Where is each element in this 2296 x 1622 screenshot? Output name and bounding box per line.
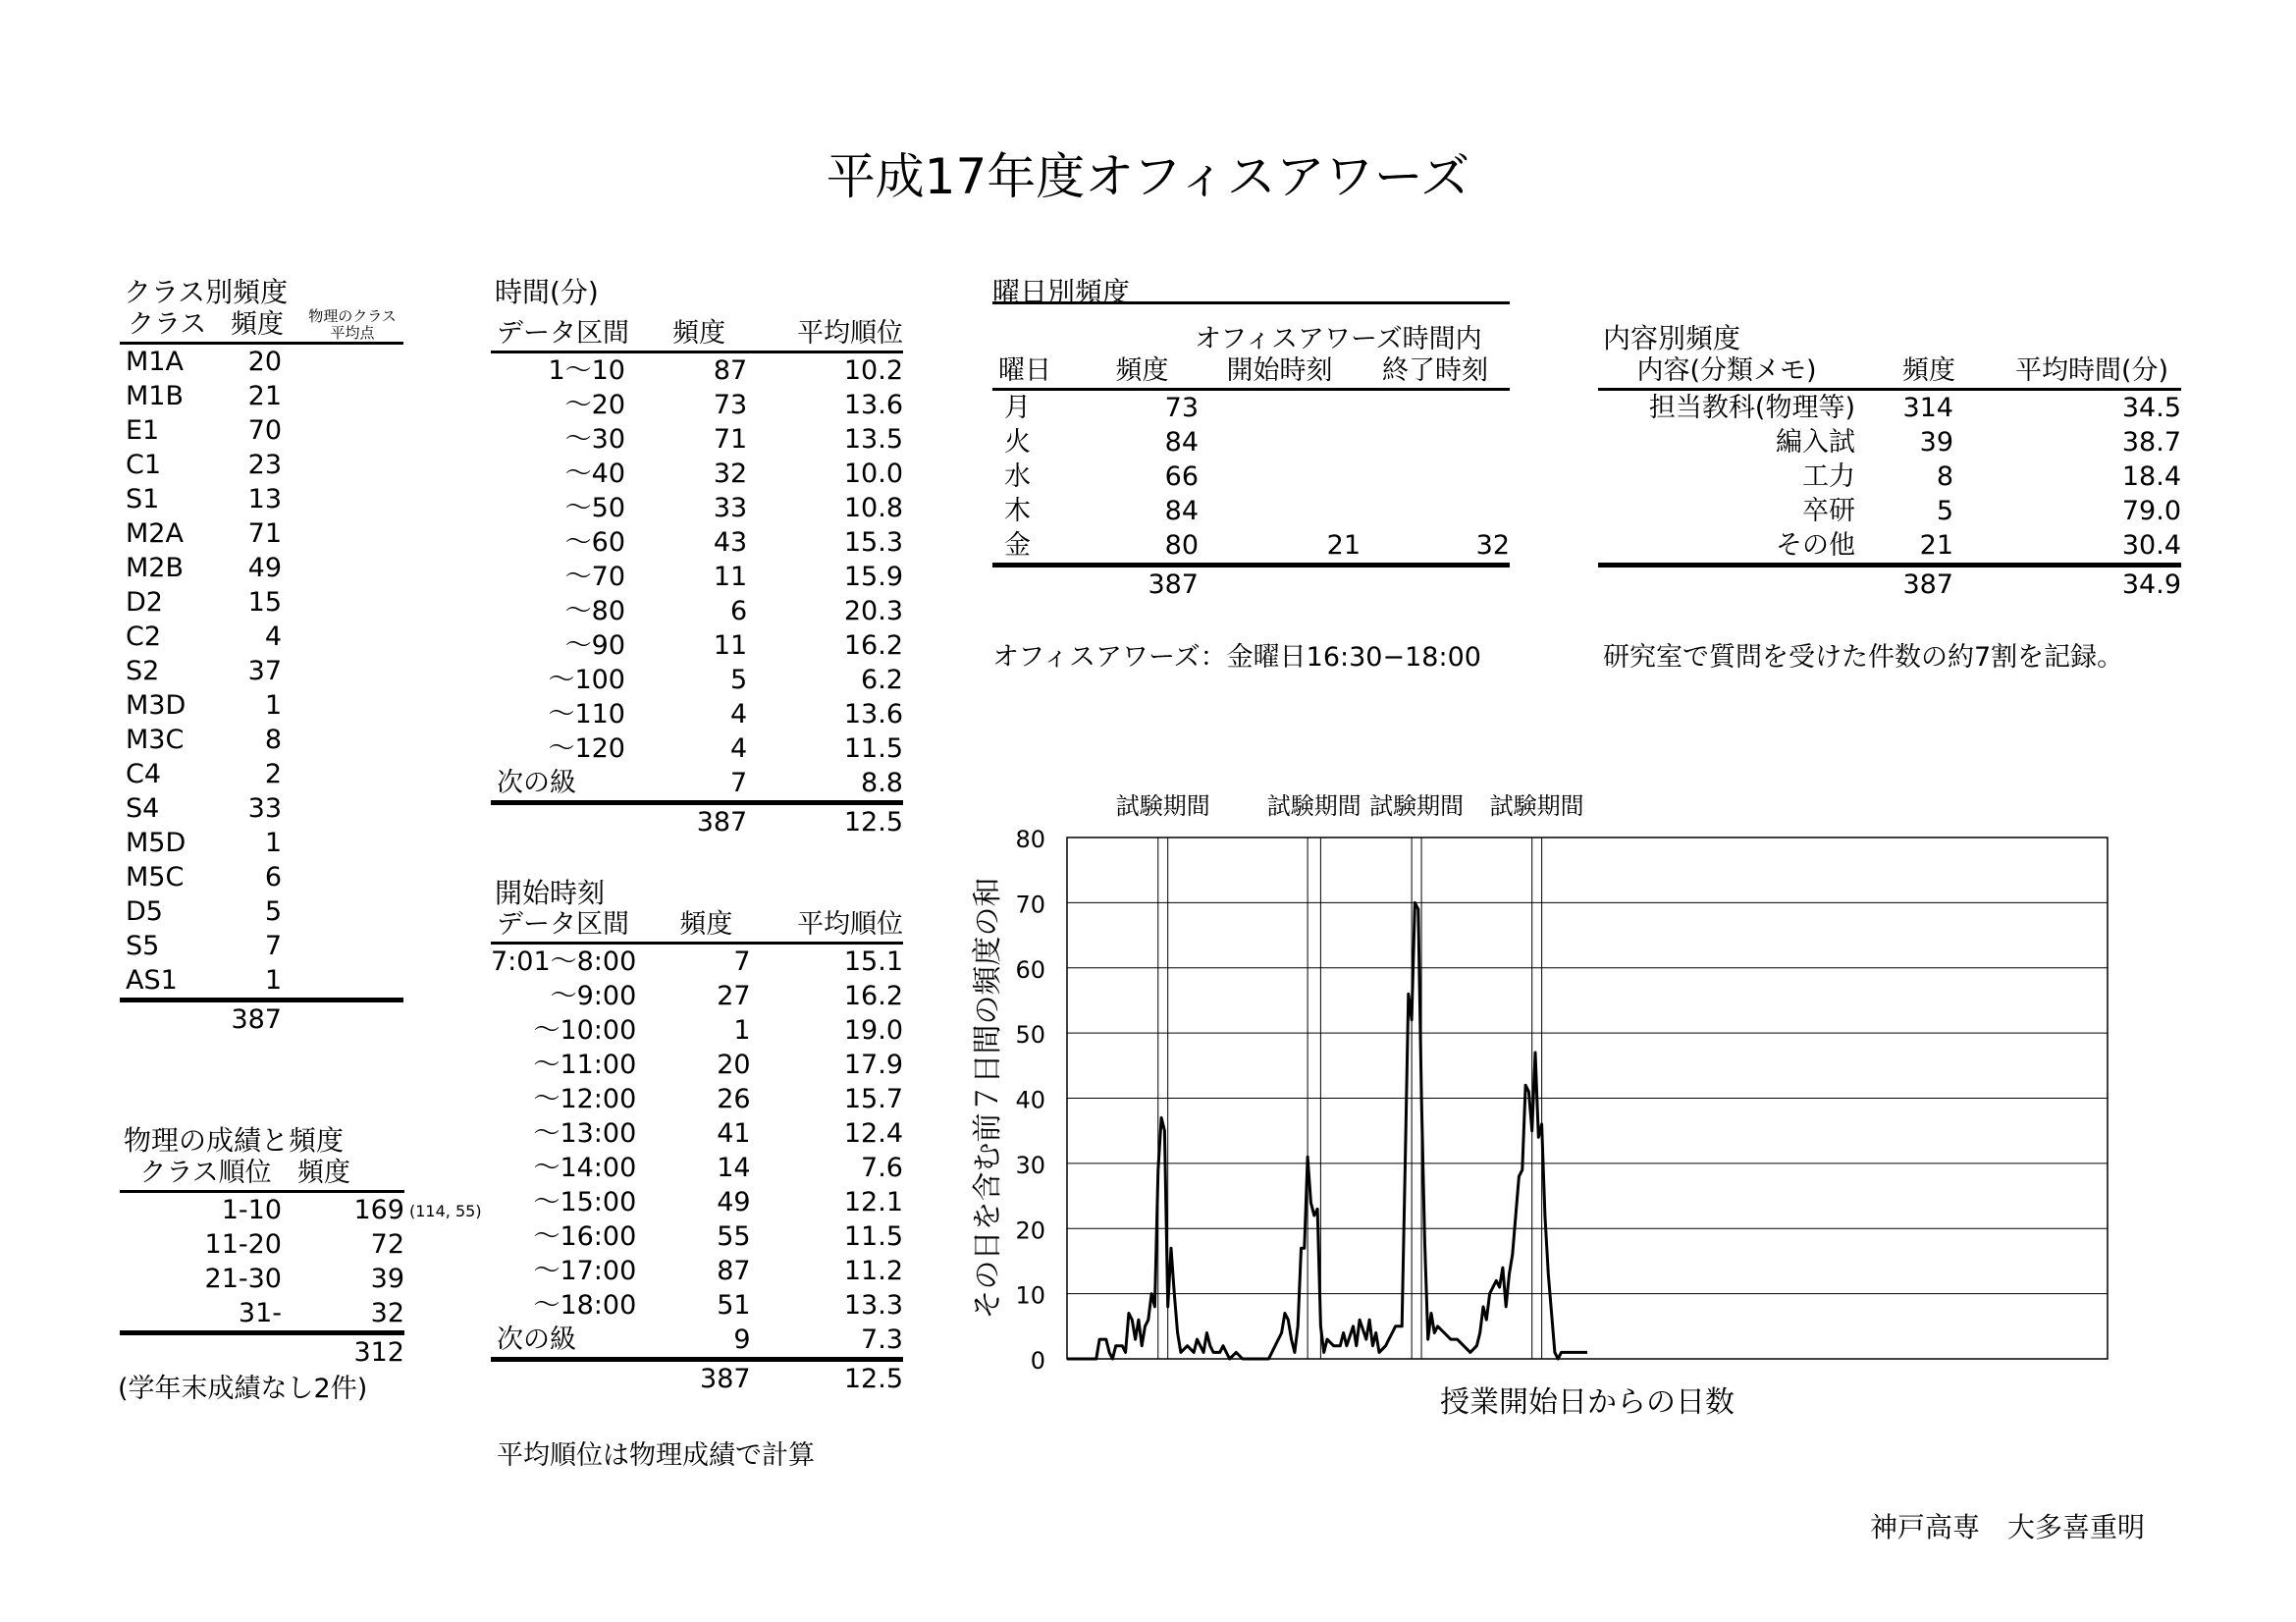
- y-tick-label: 0: [1030, 1347, 1045, 1375]
- cell-range: 〜10:00: [533, 1015, 637, 1046]
- cell-avg-rank: 20.3: [843, 596, 903, 626]
- y-tick-label: 20: [1015, 1216, 1045, 1245]
- cell-class: M5C: [126, 862, 185, 892]
- cell-freq: 5: [730, 665, 748, 695]
- start-total-freq: 387: [700, 1364, 751, 1394]
- cell-range: 〜40: [564, 459, 625, 489]
- cell-avg-rank: 13.5: [843, 424, 903, 455]
- cell-avg-time: 38.7: [2121, 427, 2181, 458]
- cell-freq: 13: [247, 484, 282, 514]
- cell-freq: 49: [717, 1187, 751, 1217]
- cell-freq: 73: [1164, 393, 1199, 423]
- duration-total-rank: 12.5: [843, 807, 903, 838]
- cell-freq: 15: [247, 587, 282, 618]
- cell-freq: 26: [717, 1084, 751, 1114]
- page-title: 平成17年度オフィスアワーズ: [826, 148, 1470, 205]
- cell-freq: 37: [247, 656, 282, 686]
- cell-class: S4: [126, 793, 160, 824]
- cell-freq: 7: [733, 946, 751, 977]
- cell-class: S1: [126, 484, 160, 514]
- cell-content: その他: [1598, 528, 1855, 566]
- header-rank: クラス順位: [120, 1156, 292, 1192]
- header-avg-rank: 平均順位: [773, 907, 903, 944]
- cell-avg-rank: 15.1: [843, 946, 903, 977]
- cell-avg-rank: 10.2: [843, 355, 903, 386]
- cell-class: AS1: [120, 963, 213, 1000]
- header-freq: 頻度: [292, 1156, 404, 1192]
- cell-weekday: 水: [1004, 461, 1031, 492]
- cell-freq: 2: [264, 759, 282, 789]
- cell-range: 7:01〜8:00: [491, 946, 637, 977]
- cell-range: 〜80: [564, 596, 625, 626]
- cell-range: 〜30: [564, 424, 625, 455]
- cell-freq: 23: [247, 450, 282, 480]
- content-note: 研究室で質問を受けた件数の約7割を記録。: [1603, 642, 2124, 673]
- cell-class: M3C: [126, 725, 185, 755]
- cell-weekday: 火: [1004, 427, 1031, 458]
- cell-freq: 1: [733, 1015, 751, 1046]
- cell-freq: 80: [1086, 528, 1199, 566]
- cell-class: D2: [126, 587, 163, 618]
- cell-freq: 9: [640, 1323, 772, 1360]
- cell-avg-rank: 15.3: [843, 527, 903, 558]
- cell-rank: 1-10: [221, 1195, 282, 1225]
- class-freq-total: 387: [231, 1004, 282, 1035]
- y-tick-label: 40: [1015, 1086, 1045, 1114]
- weekday-note: オフィスアワーズ：金曜日16:30−18:00: [992, 642, 1481, 673]
- header-freq: 頻度: [629, 316, 769, 352]
- cell-avg-time: 30.4: [2002, 528, 2181, 566]
- cell-range: 1〜10: [548, 355, 625, 386]
- cell-class: C2: [126, 622, 162, 652]
- cell-freq: 84: [1164, 496, 1199, 526]
- cell-freq: 39: [370, 1264, 404, 1294]
- content-total-time: 34.9: [2121, 569, 2181, 600]
- content-title: 内容別頻度: [1603, 322, 1741, 354]
- cell-breakdown: (114, 55): [409, 1202, 482, 1220]
- header-start: 開始時刻: [1199, 353, 1361, 390]
- cell-freq: 8: [264, 725, 282, 755]
- header-range: データ区間: [491, 316, 629, 352]
- cell-freq: 20: [717, 1050, 751, 1080]
- cell-freq: 87: [717, 1256, 751, 1286]
- duration-total-freq: 387: [696, 807, 748, 838]
- cell-range: 〜14:00: [533, 1153, 637, 1183]
- start-time-note: 平均順位は物理成績で計算: [497, 1440, 815, 1471]
- y-tick-label: 60: [1015, 955, 1045, 984]
- cell-avg-rank: 16.2: [843, 630, 903, 661]
- class-freq-title: クラス別頻度: [124, 276, 289, 308]
- cell-freq: 21: [247, 381, 282, 411]
- y-tick-label: 70: [1015, 891, 1045, 919]
- cell-freq: 55: [717, 1221, 751, 1252]
- cell-freq: 21: [1855, 528, 2002, 566]
- y-tick-label: 30: [1015, 1151, 1045, 1179]
- header-end: 終了時刻: [1361, 353, 1510, 390]
- cell-freq: 1: [213, 963, 301, 1000]
- author: 神戸高専 大多喜重明: [1870, 1511, 2146, 1543]
- cell-freq: 14: [717, 1153, 751, 1183]
- cell-range: 〜13:00: [533, 1118, 637, 1149]
- cell-class: E1: [126, 415, 160, 446]
- cell-freq: 1: [264, 828, 282, 858]
- cell-avg-rank: 6.2: [861, 665, 903, 695]
- cell-range: 〜16:00: [533, 1221, 637, 1252]
- cell-rank: 21-30: [204, 1264, 282, 1294]
- cell-freq: 27: [717, 981, 751, 1011]
- cell-end: 32: [1361, 528, 1510, 566]
- cell-avg-rank: 13.6: [843, 699, 903, 730]
- cell-range: 〜50: [564, 493, 625, 523]
- header-freq: 頻度: [1086, 353, 1199, 390]
- header-content: 内容(分類メモ): [1598, 353, 1855, 390]
- cell-content: 工力: [1802, 461, 1855, 492]
- cell-avg-rank: 7.6: [861, 1153, 903, 1183]
- header-freq: 頻度: [640, 907, 772, 944]
- cell-range: 〜12:00: [533, 1084, 637, 1114]
- cell-class: M3D: [126, 690, 187, 721]
- exam-period-label: 試験期間: [1369, 792, 1465, 820]
- cell-freq: 5: [264, 896, 282, 927]
- cell-avg-rank: 10.0: [843, 459, 903, 489]
- cell-avg-time: 18.4: [2121, 461, 2181, 492]
- cell-avg-rank: 8.8: [769, 766, 903, 803]
- cell-avg-rank: 15.9: [843, 562, 903, 592]
- cell-range: 〜60: [564, 527, 625, 558]
- cell-avg-rank: 17.9: [843, 1050, 903, 1080]
- cell-class: C4: [126, 759, 162, 789]
- cell-class: D5: [126, 896, 163, 927]
- cell-freq: 11: [713, 562, 748, 592]
- cell-freq: 8: [1936, 461, 1953, 492]
- cell-freq: 4: [730, 733, 748, 764]
- cell-weekday: 月: [1004, 393, 1031, 423]
- content-total-freq: 387: [1902, 569, 1953, 600]
- exam-period-label: 試験期間: [1489, 792, 1584, 820]
- cell-range: 〜9:00: [550, 981, 637, 1011]
- cell-class: M1A: [126, 347, 184, 377]
- cell-freq: 49: [247, 553, 282, 583]
- cell-freq: 51: [717, 1290, 751, 1321]
- cell-freq: 43: [713, 527, 748, 558]
- cell-freq: 6: [730, 596, 748, 626]
- header-avg-rank: 平均順位: [769, 316, 903, 352]
- cell-freq: 314: [1902, 393, 1953, 423]
- cell-rank: 31-: [120, 1296, 292, 1333]
- cell-freq: 71: [713, 424, 748, 455]
- cell-avg-rank: 11.5: [843, 1221, 903, 1252]
- cell-content: 担当教科(物理等): [1648, 393, 1855, 423]
- y-tick-label: 10: [1015, 1281, 1045, 1310]
- cell-range: 次の級: [491, 1323, 640, 1360]
- cell-range: 〜20: [564, 390, 625, 420]
- header-range: データ区間: [491, 907, 640, 944]
- cell-avg-rank: 7.3: [773, 1323, 903, 1360]
- exam-period-label: 試験期間: [1266, 792, 1362, 820]
- cell-freq: 32: [713, 459, 748, 489]
- cell-start: 21: [1199, 528, 1361, 566]
- cell-weekday: 木: [1004, 496, 1031, 526]
- y-tick-label: 80: [1015, 826, 1045, 853]
- cell-avg-rank: 11.5: [843, 733, 903, 764]
- cell-class: S5: [126, 931, 160, 961]
- cell-freq: 70: [247, 415, 282, 446]
- cell-avg-rank: 13.3: [843, 1290, 903, 1321]
- cell-freq: 84: [1164, 427, 1199, 458]
- cell-avg-rank: 10.8: [843, 493, 903, 523]
- cell-avg-time: 34.5: [2121, 393, 2181, 423]
- cell-range: 〜110: [548, 699, 625, 730]
- cell-range: 〜18:00: [533, 1290, 637, 1321]
- header-class: クラス: [120, 307, 213, 344]
- cell-range: 次の級: [491, 766, 629, 803]
- duration-title: 時間(分): [495, 276, 599, 308]
- start-time-title: 開始時刻: [495, 877, 606, 909]
- header-weekday: 曜日: [992, 353, 1086, 390]
- cell-freq: 71: [247, 518, 282, 549]
- cell-freq: 4: [264, 622, 282, 652]
- cell-range: 〜90: [564, 630, 625, 661]
- cell-content: 卒研: [1802, 496, 1855, 526]
- header-physics-avg: 物理のクラス 平均点: [301, 307, 403, 344]
- weekday-super-header: オフィスアワーズ時間内: [1195, 324, 1482, 354]
- cell-freq: 73: [713, 390, 748, 420]
- y-tick-label: 50: [1015, 1021, 1045, 1050]
- header-avg-time: 平均時間(分): [2002, 353, 2181, 390]
- cell-freq: 7: [629, 766, 769, 803]
- cell-range: 〜11:00: [533, 1050, 637, 1080]
- cell-freq: 33: [247, 793, 282, 824]
- physics-total: 312: [353, 1337, 404, 1368]
- cell-avg-rank: 12.4: [843, 1118, 903, 1149]
- cell-freq: 32: [292, 1296, 404, 1333]
- cell-freq: 41: [717, 1118, 751, 1149]
- cell-range: 〜100: [548, 665, 625, 695]
- weekday-total: 387: [1148, 569, 1199, 600]
- cell-avg-rank: 19.0: [843, 1015, 903, 1046]
- exam-period-label: 試験期間: [1115, 792, 1210, 820]
- cell-freq: 6: [264, 862, 282, 892]
- cell-class: C1: [126, 450, 162, 480]
- cell-freq: 72: [370, 1229, 404, 1260]
- cell-avg-rank: 15.7: [843, 1084, 903, 1114]
- start-total-rank: 12.5: [843, 1364, 903, 1394]
- cell-class: M2A: [126, 518, 184, 549]
- cell-freq: 87: [713, 355, 748, 386]
- weekday-title: 曜日別頻度: [992, 276, 1131, 308]
- header-freq: 頻度: [213, 307, 301, 344]
- cell-freq: 5: [1936, 496, 1953, 526]
- cell-content: 編入試: [1776, 427, 1855, 458]
- physics-title: 物理の成績と頻度: [124, 1124, 345, 1157]
- cell-avg-rank: 13.6: [843, 390, 903, 420]
- cell-range: 〜120: [548, 733, 625, 764]
- cell-avg-rank: 11.2: [843, 1256, 903, 1286]
- cell-avg-time: 79.0: [2121, 496, 2181, 526]
- cell-range: 〜15:00: [533, 1187, 637, 1217]
- cell-freq: 1: [264, 690, 282, 721]
- y-axis-label: その日を含む前７日間の頻度の和: [971, 877, 1005, 1320]
- cell-freq: 33: [713, 493, 748, 523]
- cell-avg-rank: 12.1: [843, 1187, 903, 1217]
- header-freq: 頻度: [1855, 353, 2002, 390]
- cell-range: 〜17:00: [533, 1256, 637, 1286]
- cell-weekday: 金: [992, 528, 1086, 566]
- cell-freq: 20: [247, 347, 282, 377]
- cell-class: S2: [126, 656, 160, 686]
- cell-range: 〜70: [564, 562, 625, 592]
- cell-rank: 11-20: [204, 1229, 282, 1260]
- cell-avg-rank: 16.2: [843, 981, 903, 1011]
- physics-note: (学年末成績なし2件): [118, 1374, 368, 1404]
- cell-class: M1B: [126, 381, 184, 411]
- series-line: [1067, 902, 1587, 1359]
- x-axis-label: 授業開始日からの日数: [1440, 1385, 1735, 1420]
- cell-freq: 169 (114, 55): [292, 1192, 404, 1228]
- cell-freq: 7: [264, 931, 282, 961]
- cell-freq: 39: [1919, 427, 1953, 458]
- cell-class: M2B: [126, 553, 184, 583]
- cell-freq: 66: [1164, 461, 1199, 492]
- cell-class: M5D: [126, 828, 187, 858]
- cell-freq: 11: [713, 630, 748, 661]
- cell-freq: 4: [730, 699, 748, 730]
